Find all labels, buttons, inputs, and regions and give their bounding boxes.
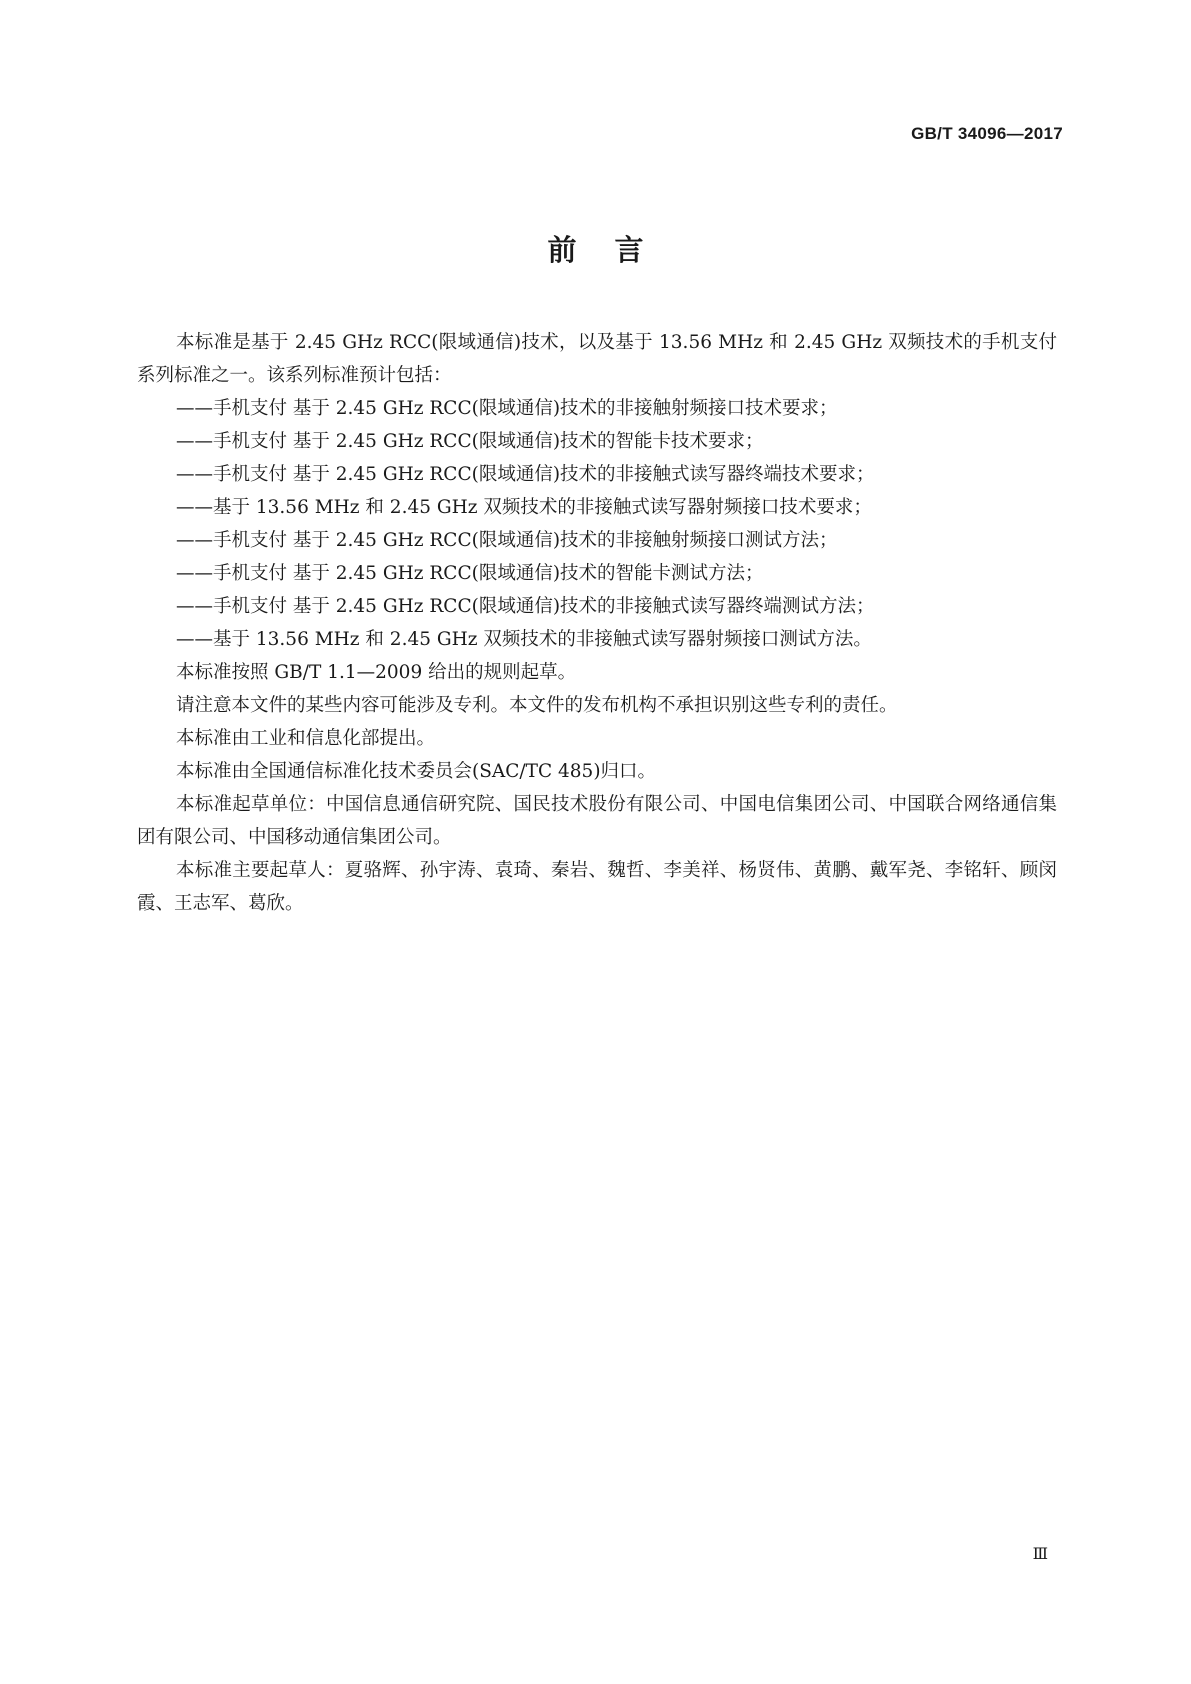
patent-notice-paragraph: 请注意本文件的某些内容可能涉及专利。本文件的发布机构不承担识别这些专利的责任。 (176, 695, 898, 716)
page-title: 前言 (547, 233, 682, 267)
intro-paragraph: 本标准是基于 2.45 GHz RCC(限域通信)技术，以及基于 13.56 MHz 和 2.45 GHz 双频技术的手机支付系列标准之一。该系列标准预计包括： (137, 332, 1057, 386)
drafters-paragraph: 本标准主要起草人：夏骆辉、孙宇涛、袁琦、秦岩、魏哲、李美祥、杨贤伟、黄鹏、戴军尧、李铭轩、顾闵霞、王志军、葛欣。 (137, 860, 1057, 914)
list-item: ——手机支付 基于 2.45 GHz RCC(限域通信)技术的非接触射频接口测试方法； (176, 530, 838, 551)
list-item: ——手机支付 基于 2.45 GHz RCC(限域通信)技术的智能卡技术要求； (176, 431, 764, 452)
list-item: ——手机支付 基于 2.45 GHz RCC(限域通信)技术的非接触式读写器终端测试方法； (176, 596, 875, 617)
list-item: ——手机支付 基于 2.45 GHz RCC(限域通信)技术的非接触式读写器终端技术要求； (176, 464, 875, 485)
drafting-units-paragraph: 本标准起草单位：中国信息通信研究院、国民技术股份有限公司、中国电信集团公司、中国联合网络通信集团有限公司、中国移动通信集团公司。 (137, 794, 1057, 848)
standard-number: GB/T 34096—2017 (911, 124, 1063, 143)
list-item: ——基于 13.56 MHz 和 2.45 GHz 双频技术的非接触式读写器射频接口技术要求； (176, 497, 872, 518)
list-item: ——手机支付 基于 2.45 GHz RCC(限域通信)技术的智能卡测试方法； (176, 563, 764, 584)
drafting-rules-paragraph: 本标准按照 GB/T 1.1—2009 给出的规则起草。 (176, 662, 577, 683)
document-body (137, 326, 1057, 920)
list-item: ——基于 13.56 MHz 和 2.45 GHz 双频技术的非接触式读写器射频接口测试方法。 (176, 629, 872, 650)
list-item: ——手机支付 基于 2.45 GHz RCC(限域通信)技术的非接触射频接口技术要求； (176, 398, 838, 419)
page-number: Ⅲ (1032, 1544, 1048, 1563)
proposer-paragraph: 本标准由工业和信息化部提出。 (176, 728, 436, 749)
committee-paragraph: 本标准由全国通信标准化技术委员会(SAC/TC 485)归口。 (176, 761, 657, 782)
standards-list (137, 392, 1057, 656)
